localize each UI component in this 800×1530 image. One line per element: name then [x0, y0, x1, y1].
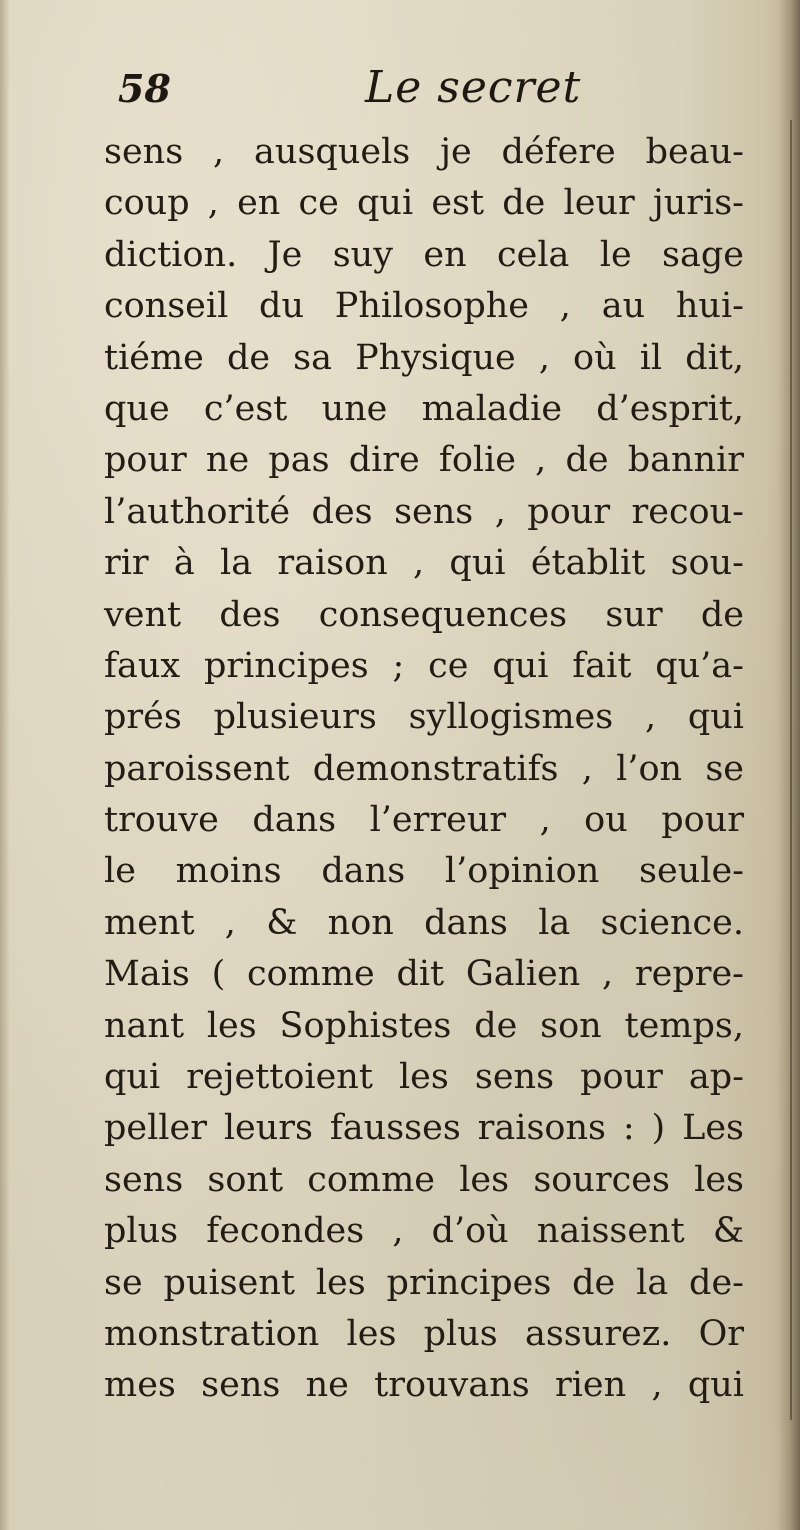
page-left-edge-shadow	[0, 0, 10, 1530]
text-line: faux principes ; ce qui fait qu’a-	[104, 645, 744, 686]
text-line: rir à la raison , qui établit sou-	[104, 543, 744, 584]
text-line: conseil du Philosophe , au hui-	[104, 286, 744, 327]
text-line: que c’est une maladie d’esprit,	[104, 388, 744, 429]
text-line: ment , & non dans la science.	[104, 902, 744, 943]
text-line: se puisent les principes de la de-	[104, 1262, 744, 1303]
text-line: sens sont comme les sources les	[104, 1159, 744, 1200]
text-line: paroissent demonstratifs , l’on se	[104, 748, 744, 789]
page-gutter-shadow	[778, 0, 800, 1530]
binding-edge	[790, 120, 792, 1420]
text-line: peller leurs fausses raisons : ) Les	[104, 1108, 744, 1149]
text-line: nant les Sophistes de son temps,	[104, 1005, 744, 1046]
page-number: 58	[118, 66, 171, 111]
text-line: plus fecondes , d’où naissent &	[104, 1211, 744, 1252]
text-line: Mais ( comme dit Galien , repre-	[104, 954, 744, 995]
text-line: qui rejettoient les sens pour ap-	[104, 1057, 744, 1098]
text-line: prés plusieurs syllogismes , qui	[104, 697, 744, 738]
text-line: tiéme de sa Physique , où il dit,	[104, 337, 744, 378]
text-line: sens , ausquels je défere beau-	[104, 132, 744, 172]
text-line: vent des consequences sur de	[104, 594, 744, 635]
text-line: trouve dans l’erreur , ou pour	[104, 800, 744, 841]
body-text	[104, 127, 744, 1412]
text-line: le moins dans l’opinion seule-	[104, 851, 744, 892]
text-line: monstration les plus assurez. Or	[104, 1313, 744, 1354]
text-line: pour ne pas dire folie , de bannir	[104, 440, 744, 481]
text-line: coup , en ce qui est de leur juris-	[104, 183, 744, 224]
text-line: diction. Je suy en cela le sage	[104, 234, 744, 275]
text-line: mes sens ne trouvans rien , qui	[104, 1365, 744, 1406]
text-line: l’authorité des sens , pour recou-	[104, 491, 744, 532]
page-header	[0, 62, 800, 122]
running-head: Le secret	[365, 62, 582, 113]
